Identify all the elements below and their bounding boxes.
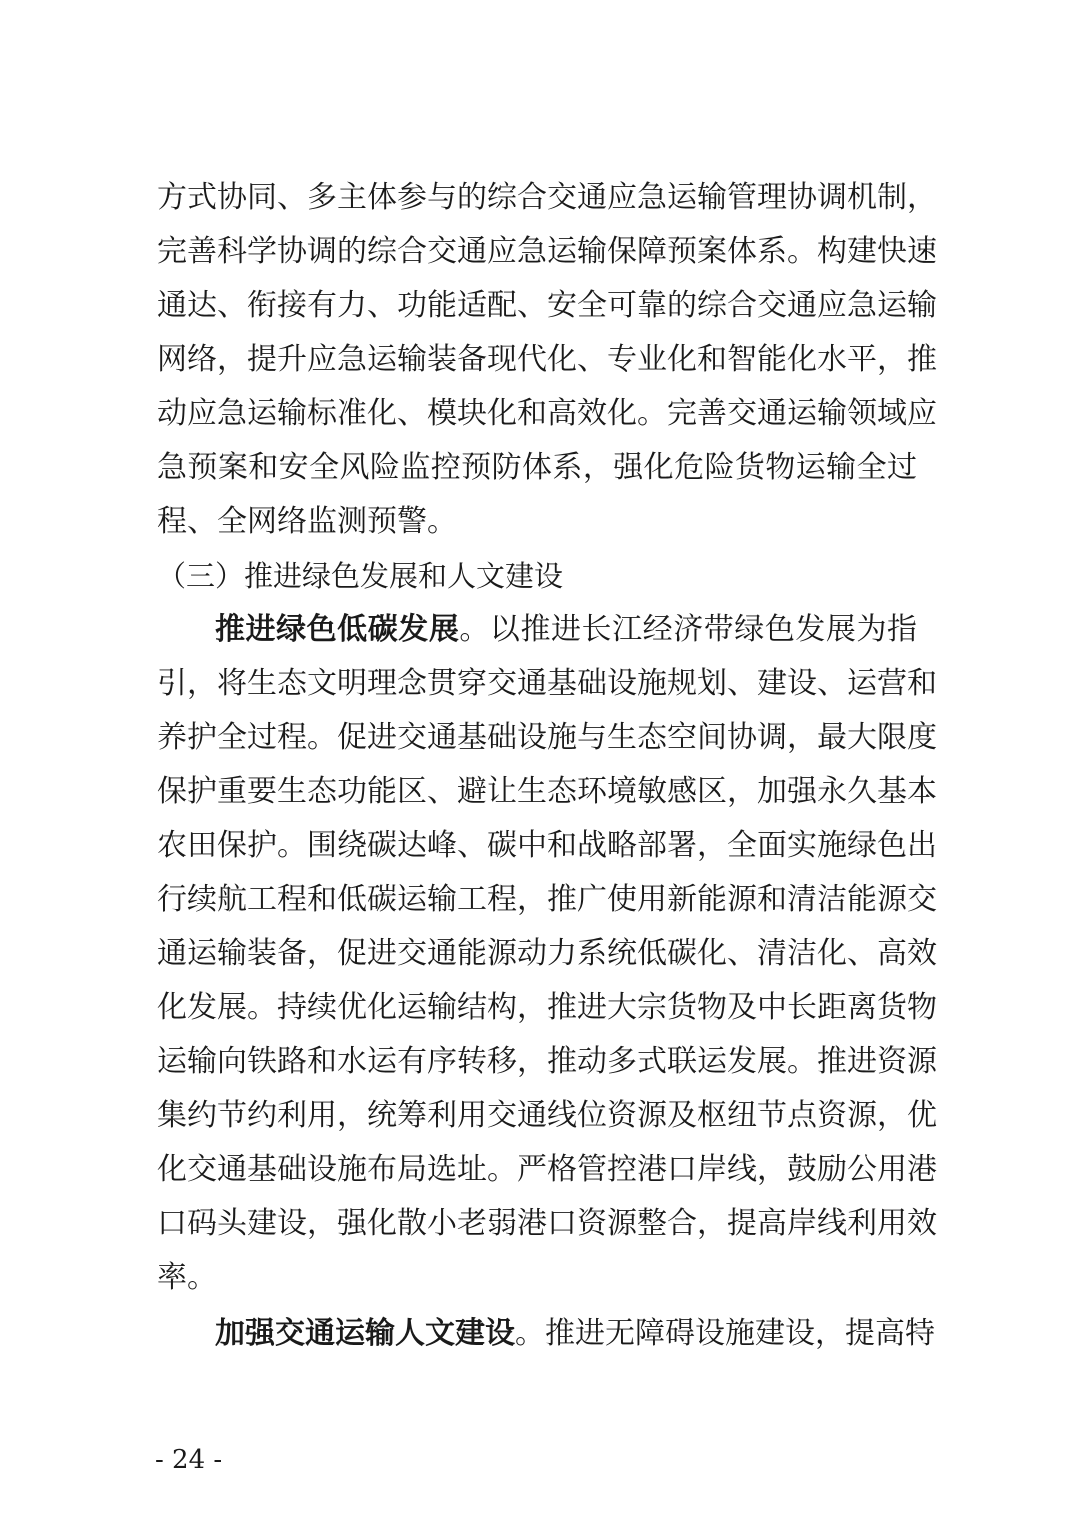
paragraph-2-line-1 <box>215 605 917 655</box>
paragraph-2-line-10: 集约节约利用，统筹利用交通线位资源及枢纽节点资源，优 <box>157 1098 937 1133</box>
paragraph-2-line-4: 保护重要生态功能区、避让生态环境敏感区，加强永久基本 <box>157 774 937 809</box>
paragraph-1-line-1: 方式协同、多主体参与的综合交通应急运输管理协调机制， <box>157 180 937 215</box>
paragraph-2-line-11: 化交通基础设施布局选址。严格管控港口岸线，鼓励公用港 <box>157 1152 937 1187</box>
paragraph-2-bold-lead: 推进绿色低碳发展 <box>215 612 460 647</box>
paragraph-3-first-line-text: 。推进无障碍设施建设，提高特 <box>515 1316 935 1351</box>
paragraph-2-line-12: 口码头建设，强化散小老弱港口资源整合，提高岸线利用效 <box>157 1206 937 1241</box>
paragraph-1-line-7: 程、全网络监测预警。 <box>157 504 457 539</box>
paragraph-2-line-9: 运输向铁路和水运有序转移，推动多式联运发展。推进资源 <box>157 1044 937 1079</box>
paragraph-3-line-1 <box>215 1309 935 1359</box>
paragraph-1-line-5: 动应急运输标准化、模块化和高效化。完善交通运输领域应 <box>157 396 937 431</box>
paragraph-1-line-4: 网络，提升应急运输装备现代化、专业化和智能化水平，推 <box>157 342 937 377</box>
paragraph-2-first-line-text: 。以推进长江经济带绿色发展为指 <box>459 612 918 647</box>
paragraph-2-line-3: 养护全过程。促进交通基础设施与生态空间协调，最大限度 <box>157 720 937 755</box>
paragraph-2-line-2: 引，将生态文明理念贯穿交通基础设施规划、建设、运营和 <box>157 666 937 701</box>
paragraph-2-line-6: 行续航工程和低碳运输工程，推广使用新能源和清洁能源交 <box>157 882 937 917</box>
paragraph-2-line-7: 通运输装备，促进交通能源动力系统低碳化、清洁化、高效 <box>157 936 937 971</box>
paragraph-1-line-6: 急预案和安全风险监控预防体系，强化危险货物运输全过 <box>157 450 917 485</box>
paragraph-1-line-2: 完善科学协调的综合交通应急运输保障预案体系。构建快速 <box>157 234 937 269</box>
section-heading: （三）推进绿色发展和人文建设 <box>157 559 564 593</box>
paragraph-1-line-3: 通达、衔接有力、功能适配、安全可靠的综合交通应急运输 <box>157 288 937 323</box>
paragraph-2-line-8: 化发展。持续优化运输结构，推进大宗货物及中长距离货物 <box>157 990 937 1025</box>
paragraph-2-line-5: 农田保护。围绕碳达峰、碳中和战略部署，全面实施绿色出 <box>157 828 937 863</box>
paragraph-2-line-13: 率。 <box>157 1260 217 1295</box>
paragraph-3-bold-lead: 加强交通运输人文建设 <box>215 1316 515 1351</box>
page-number: - 24 - <box>155 1445 223 1475</box>
